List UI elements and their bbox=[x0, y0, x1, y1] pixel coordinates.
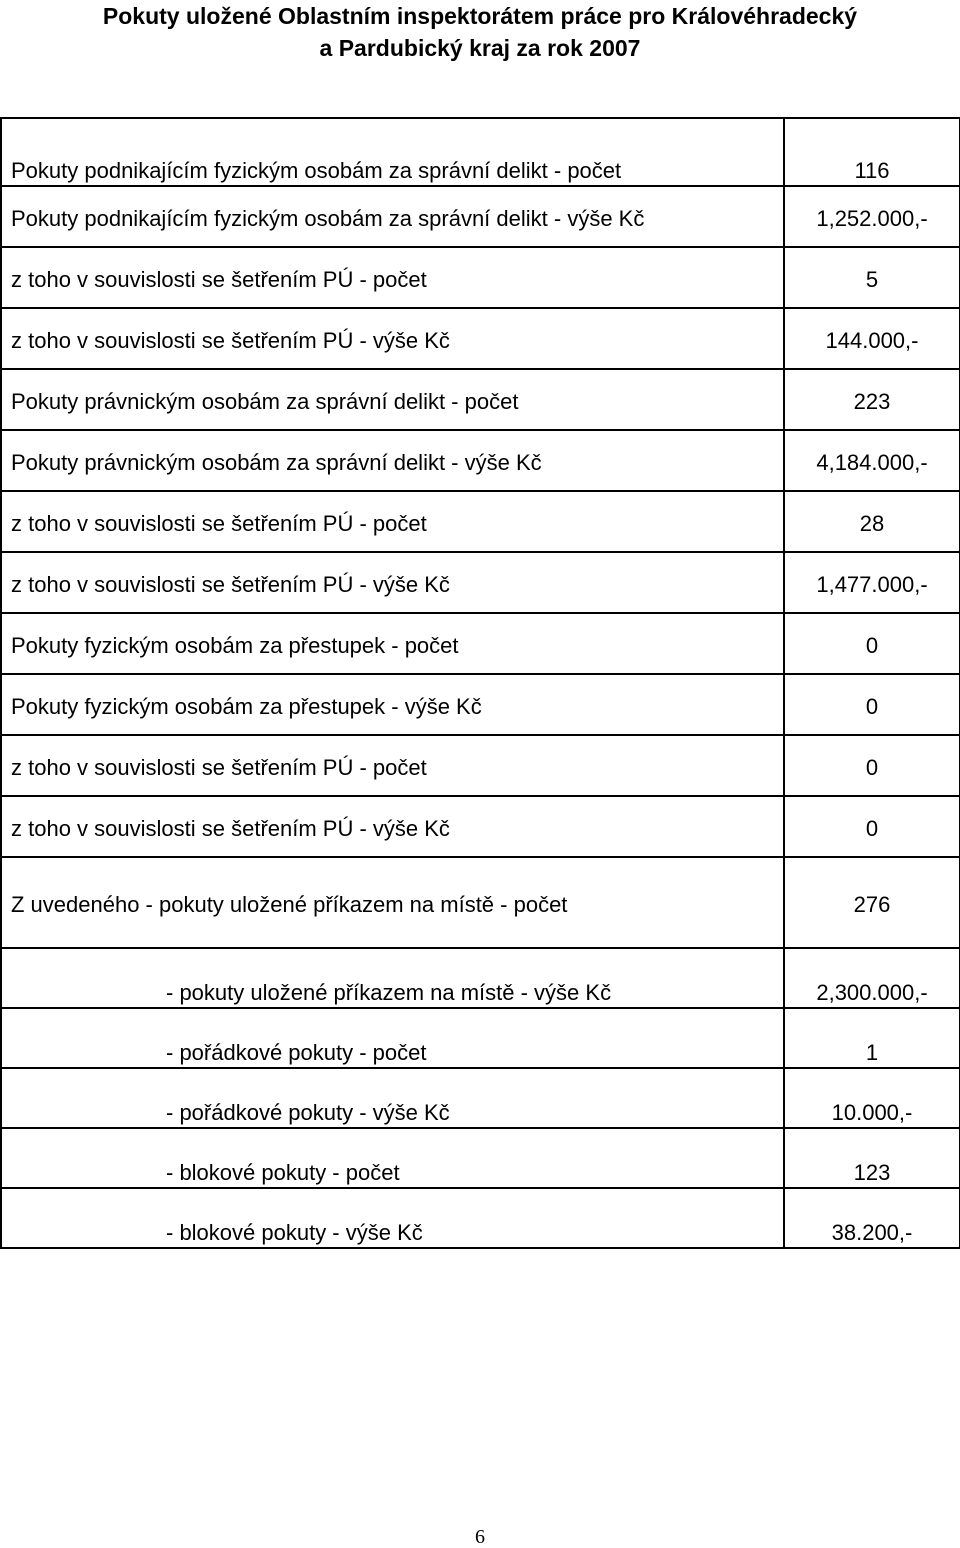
table-row bbox=[1, 491, 960, 552]
row-label: Pokuty fyzickým osobám za přestupek - výše Kč bbox=[1, 674, 784, 735]
table-row bbox=[1, 430, 960, 491]
page-number: 6 bbox=[475, 1526, 485, 1548]
row-value: 0 bbox=[784, 796, 960, 857]
sub-row-label: - blokové pokuty - počet bbox=[1, 1128, 784, 1188]
row-value: 0 bbox=[784, 735, 960, 796]
row-value: 223 bbox=[784, 369, 960, 430]
row-value: 276 bbox=[784, 857, 960, 948]
sub-row-value: 2,300.000,- bbox=[784, 948, 960, 1008]
sub-row-value: 10.000,- bbox=[784, 1068, 960, 1128]
table-row bbox=[1, 308, 960, 369]
table-row bbox=[1, 613, 960, 674]
row-label: z toho v souvislosti se šetřením PÚ - počet bbox=[1, 247, 784, 308]
sub-row-label: - pořádkové pokuty - počet bbox=[1, 1008, 784, 1068]
sub-row-label: - pokuty uložené příkazem na místě - výše Kč bbox=[1, 948, 784, 1008]
row-value: 5 bbox=[784, 247, 960, 308]
table-row bbox=[1, 186, 960, 247]
row-label: Pokuty podnikajícím fyzickým osobám za správní delikt - výše Kč bbox=[1, 186, 784, 247]
document-title-line-1: Pokuty uložené Oblastním inspektorátem práce pro Královéhradecký bbox=[102, 3, 858, 29]
document-title-line-2: a Pardubický kraj za rok 2007 bbox=[319, 35, 641, 61]
table-row bbox=[1, 857, 960, 948]
row-value: 116 bbox=[784, 118, 960, 186]
row-label: z toho v souvislosti se šetřením PÚ - počet bbox=[1, 735, 784, 796]
row-label: z toho v souvislosti se šetřením PÚ - výše Kč bbox=[1, 308, 784, 369]
row-value: 4,184.000,- bbox=[784, 430, 960, 491]
row-label: Pokuty podnikajícím fyzickým osobám za správní delikt - počet bbox=[1, 118, 784, 186]
row-label: Z uvedeného - pokuty uložené příkazem na místě - počet bbox=[1, 857, 784, 948]
table-sub-row bbox=[1, 948, 960, 1008]
row-label: z toho v souvislosti se šetřením PÚ - výše Kč bbox=[1, 552, 784, 613]
row-label: z toho v souvislosti se šetřením PÚ - výše Kč bbox=[1, 796, 784, 857]
sub-row-value: 123 bbox=[784, 1128, 960, 1188]
row-value: 144.000,- bbox=[784, 308, 960, 369]
row-value: 0 bbox=[784, 674, 960, 735]
row-label: z toho v souvislosti se šetřením PÚ - počet bbox=[1, 491, 784, 552]
table-sub-row bbox=[1, 1008, 960, 1068]
sub-row-label: - pořádkové pokuty - výše Kč bbox=[1, 1068, 784, 1128]
row-label: Pokuty právnickým osobám za správní delikt - výše Kč bbox=[1, 430, 784, 491]
row-value: 0 bbox=[784, 613, 960, 674]
table-row bbox=[1, 552, 960, 613]
sub-row-label: - blokové pokuty - výše Kč bbox=[1, 1188, 784, 1248]
table-sub-row bbox=[1, 1068, 960, 1128]
table-row bbox=[1, 796, 960, 857]
table-row bbox=[1, 247, 960, 308]
sub-row-value: 38.200,- bbox=[784, 1188, 960, 1248]
row-value: 28 bbox=[784, 491, 960, 552]
table-row bbox=[1, 118, 960, 186]
sub-row-value: 1 bbox=[784, 1008, 960, 1068]
table-sub-row bbox=[1, 1128, 960, 1188]
table-row bbox=[1, 735, 960, 796]
table-row bbox=[1, 369, 960, 430]
row-value: 1,252.000,- bbox=[784, 186, 960, 247]
row-label: Pokuty fyzickým osobám za přestupek - počet bbox=[1, 613, 784, 674]
row-value: 1,477.000,- bbox=[784, 552, 960, 613]
row-label: Pokuty právnickým osobám za správní delikt - počet bbox=[1, 369, 784, 430]
fines-table bbox=[0, 117, 960, 1249]
table-row bbox=[1, 674, 960, 735]
table-sub-row bbox=[1, 1188, 960, 1248]
